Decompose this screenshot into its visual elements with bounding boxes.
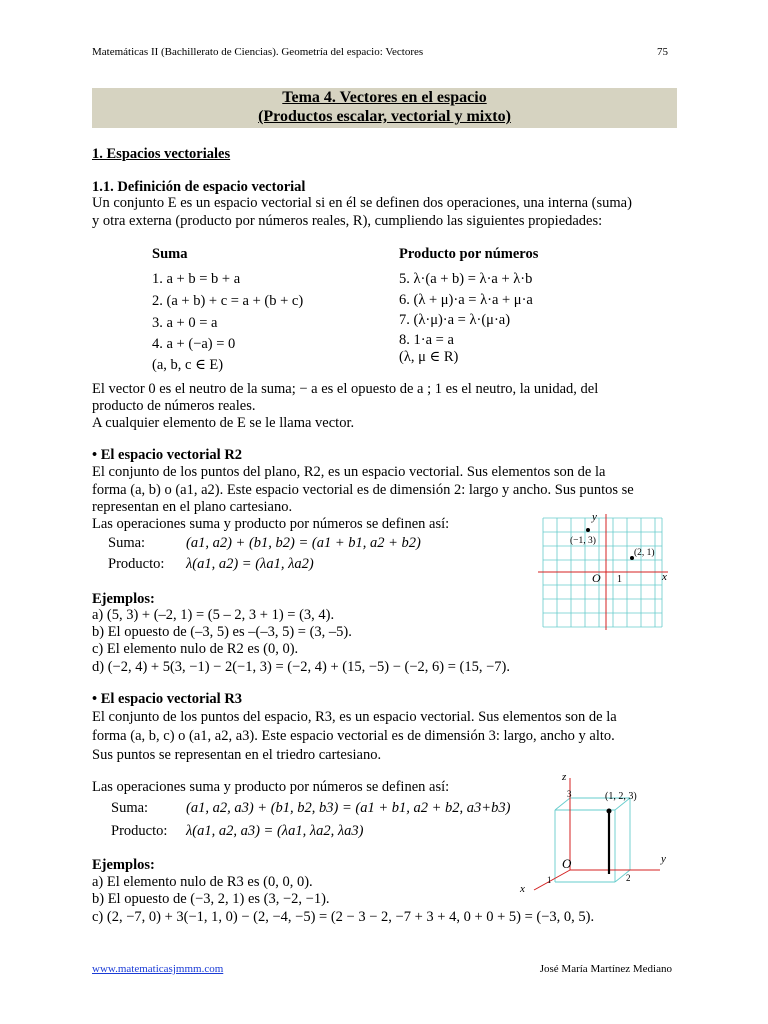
- x-tick-label: 1: [547, 875, 552, 885]
- r3-triedro-graph: [510, 768, 675, 896]
- r3-suma-formula: (a1, a2, a3) + (b1, b2, b3) = (a1 + b1, a2 + b2, a3+b3): [186, 800, 511, 816]
- r2-heading: [92, 446, 242, 464]
- sum-property-1: 1. a + b = b + a: [152, 271, 241, 287]
- y-tick-label: 2: [626, 873, 631, 883]
- z-tick-label: 3: [567, 789, 572, 799]
- r3-producto-formula: λ(a1, a2, a3) = (λa1, λa2, λa3): [186, 823, 364, 839]
- intro-line-1: Un conjunto E es un espacio vectorial si en él se definen dos operaciones, una interna (suma): [92, 195, 632, 211]
- r2-line-1: El conjunto de los puntos del plano, R2, es un espacio vectorial. Sus elementos son de la: [92, 464, 606, 480]
- r2-example-d: d) (−2, 4) + 5(3, −1) − 2(−1, 3) = (−2, 4) + (15, −5) − (−2, 6) = (15, −7).: [92, 659, 510, 675]
- r3-ops-line: Las operaciones suma y producto por números se definen así:: [92, 779, 450, 795]
- note-line-3: A cualquier elemento de E se le llama vector.: [92, 415, 355, 431]
- r2-example-b: b) El opuesto de (–3, 5) es –(–3, 5) = (3, –5).: [92, 624, 352, 640]
- point-minus1-3-label: (−1, 3): [570, 536, 596, 546]
- page-number: 75: [657, 46, 668, 58]
- product-property-7: 7. (λ·μ)·a = λ·(μ·a): [399, 312, 511, 328]
- point-label: (1, 2, 3): [605, 791, 637, 802]
- r2-producto-label: Producto:: [108, 556, 165, 572]
- r2-cartesian-graph: [538, 512, 672, 630]
- bullet-icon: •: [92, 447, 101, 463]
- sum-scope: (a, b, c ∈ E): [152, 357, 224, 373]
- section-heading: 1. Espacios vectoriales: [92, 146, 231, 162]
- product-property-5: 5. λ·(a + b) = λ·a + λ·b: [399, 271, 533, 287]
- r3-heading: [92, 690, 242, 708]
- y-axis-label: y: [592, 512, 597, 523]
- r2-heading-text: El espacio vectorial R2: [100, 447, 243, 463]
- x-axis: [534, 870, 570, 890]
- r3-line-2: forma (a, b, c) o (a1, a2, a3). Este espacio vectorial es de dimensión 3: largo, ancho y alto.: [92, 728, 615, 744]
- title-banner: [92, 88, 677, 128]
- r3-heading-text: El espacio vectorial R3: [100, 691, 243, 707]
- subsection-heading: 1.1. Definición de espacio vectorial: [92, 179, 306, 195]
- origin-label: O: [562, 856, 572, 871]
- r2-line-3: representan en el plano cartesiano.: [92, 499, 293, 515]
- sum-property-3: 3. a + 0 = a: [152, 315, 218, 331]
- r2-line-2: forma (a, b) o (a1, a2). Este espacio vectorial es de dimensión 2: largo y ancho. Sus puntos se: [92, 482, 634, 498]
- r3-example-b: b) El opuesto de (−3, 2, 1) es (3, −2, −1).: [92, 891, 330, 907]
- r3-line-1: El conjunto de los puntos del espacio, R3, es un espacio vectorial. Sus elementos son de la: [92, 709, 617, 725]
- intro-line-2: y otra externa (producto por números reales, R), cumpliendo las siguientes propiedades:: [92, 213, 603, 229]
- r2-example-c: c) El elemento nulo de R2 es (0, 0).: [92, 641, 299, 657]
- r2-producto-formula: λ(a1, a2) = (λa1, λa2): [186, 556, 314, 572]
- product-scope: (λ, μ ∈ R): [399, 349, 459, 365]
- product-heading: Producto por números: [399, 246, 539, 262]
- r3-suma-label: Suma:: [111, 800, 149, 816]
- note-line-2: producto de números reales.: [92, 398, 256, 414]
- origin-label: O: [592, 571, 601, 585]
- unit-label: 1: [617, 574, 622, 585]
- r2-example-a: a) (5, 3) + (–2, 1) = (5 – 2, 3 + 1) = (3, 4).: [92, 607, 335, 623]
- r3-line-3: Sus puntos se representan en el triedro cartesiano.: [92, 747, 382, 763]
- x-axis-label: x: [662, 571, 667, 583]
- point-1-2-3: [607, 809, 612, 814]
- website-link[interactable]: www.matematicasjmmm.com: [92, 963, 224, 975]
- r3-examples-heading: Ejemplos:: [92, 857, 155, 873]
- r3-producto-label: Producto:: [111, 823, 168, 839]
- author: José María Martínez Mediano: [539, 963, 672, 975]
- page-footer: [92, 960, 672, 978]
- r2-line-4: Las operaciones suma y producto por números se definen así:: [92, 516, 450, 532]
- product-property-8: 8. 1·a = a: [399, 332, 454, 348]
- bullet-icon: •: [92, 691, 101, 707]
- note-line-1: El vector 0 es el neutro de la suma; − a es el opuesto de a ; 1 es el neutro, la unidad, del: [92, 381, 599, 397]
- sum-property-4: 4. a + (−a) = 0: [152, 336, 236, 352]
- point-minus1-3: [586, 528, 590, 532]
- header-text: Matemáticas II (Bachillerato de Ciencias). Geometría del espacio: Vectores: [92, 46, 424, 58]
- r2-suma-label: Suma:: [108, 535, 146, 551]
- y-axis-label: y: [661, 853, 666, 865]
- r2-suma-formula: (a1, a2) + (b1, b2) = (a1 + b1, a2 + b2): [186, 535, 421, 551]
- page-header: [92, 43, 668, 61]
- r3-example-c: c) (2, −7, 0) + 3(−1, 1, 0) − (2, −4, −5) = (2 − 3 − 2, −7 + 3 + 4, 0 + 0 + 5) = (−3, 0, 5).: [92, 909, 595, 925]
- sum-heading: Suma: [152, 246, 188, 262]
- title-line2: (Productos escalar, vectorial y mixto): [258, 108, 511, 125]
- sum-property-2: 2. (a + b) + c = a + (b + c): [152, 293, 304, 309]
- x-axis-label: x: [520, 883, 525, 895]
- z-axis-label: z: [562, 771, 567, 783]
- product-property-6: 6. (λ + μ)·a = λ·a + μ·a: [399, 292, 533, 308]
- title-line1: Tema 4. Vectores en el espacio: [282, 89, 487, 106]
- point-2-1-label: (2, 1): [634, 548, 655, 558]
- r2-examples-heading: Ejemplos:: [92, 591, 155, 607]
- r3-example-a: a) El elemento nulo de R3 es (0, 0, 0).: [92, 874, 313, 890]
